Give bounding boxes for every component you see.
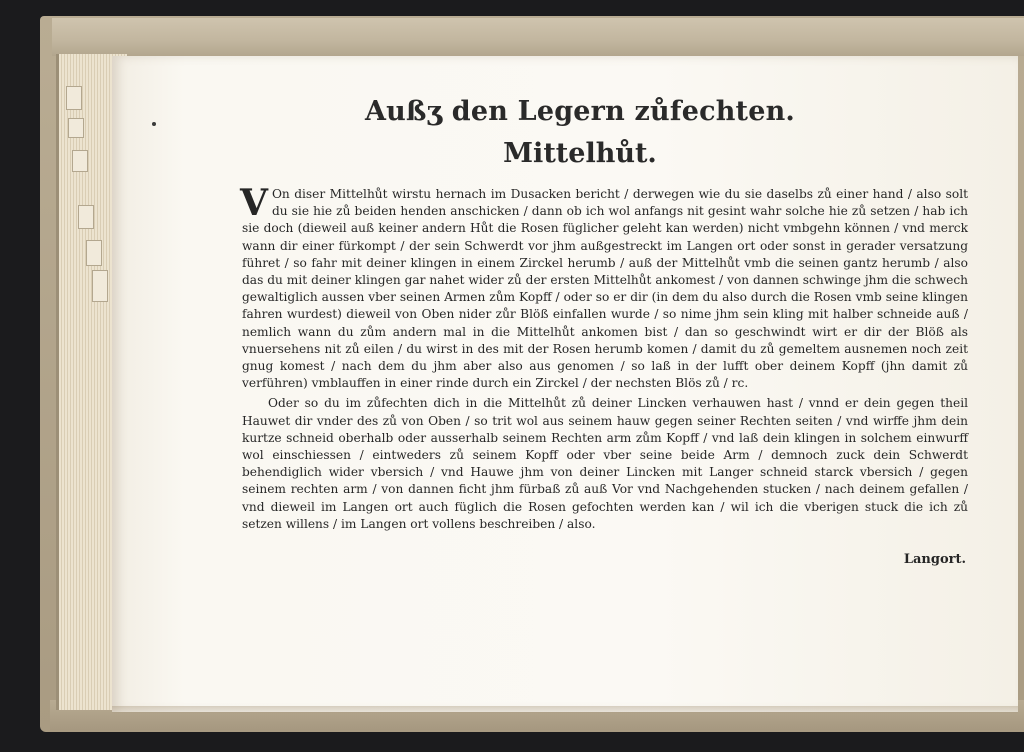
book-top-edge xyxy=(52,18,1024,56)
page-tab xyxy=(92,270,108,302)
paragraph-1 xyxy=(240,182,968,392)
page-shadow xyxy=(112,706,1018,714)
catchword: Langort. xyxy=(903,552,966,567)
page-tab xyxy=(66,86,82,110)
page-tab xyxy=(72,150,88,172)
body-text xyxy=(240,182,968,533)
paragraph-2 xyxy=(242,395,968,533)
paragraph-2-text: Oder so du im zůfechten dich in die Mittelhůt zů deiner Lincken verhauwen hast / vnnd er dein gegen theil Hauwet dir vnder des zů von Oben / so trit wol aus seinem hauw gegen seiner Rechten seiten / vnd wirffe jhm dein kurtze schneid oberhalb oder ausserhalb seinem Rechten arm zům Kopff / vnd laß dein klingen in solchem einwurff wol einschiessen / eintweders zů seinem Kopff oder vber seine beide Arm / demnoch zuck dein Schwerdt behendiglich wider vbersich / vnd Hauwe jhm von deiner Lincken mit Langer schneid starck vbersich / gegen seinem rechten arm / von dannen ficht jhm fürbaß zů auß Vor vnd Nachgehenden stucken / nach deinem gefallen / vnd dieweil im Langen ort auch füglich die Rosen gefochten werden kan / wil ich die vberigen stuck die ich zů setzen willens / im Langen ort vollens beschreiben / also. xyxy=(242,396,968,531)
page-title: Außʒ den Legern zůfechten. xyxy=(364,96,796,127)
page-tab xyxy=(78,205,94,229)
ink-dot xyxy=(152,122,156,126)
drop-cap: V xyxy=(240,182,268,224)
page-subtitle: Mittelhůt. xyxy=(503,138,657,169)
page-tab xyxy=(68,118,84,138)
page-tab xyxy=(86,240,102,266)
paragraph-1-text: On diser Mittelhůt wirstu hernach im Dusacken bericht / derwegen wie du sie daselbs zů einer hand / also solt du sie hie zů beiden henden anschicken / dann ob ich wol anfangs nit gesint wahr solche hie zů setzen / hab ich sie doch (dieweil auß keiner andern Hůt die Rosen füglicher geleht kan werden) nicht vmbgehn können / vnd merck wann dir einer fürkompt / der sein Schwerdt vor jhm außgestreckt im Langen ort oder sonst in gerader versatzung führet / so fahr mit deiner klingen in einem Zirckel herumb / auß der Mittelhůt vmb die seinen gantz herumb / also das du mit deiner klingen gar nahet wider zů der ersten Mittelhůt ankomest / von dannen schwinge jhm die schwech gewaltiglich aussen vber seinen Armen zům Kopff / oder so er dir (in dem du also durch die Rosen vmb seine klingen fahren wurdest) dieweil von Oben nider zůr Blöß einfallen wurde / so nime jhm sein kling mit halber schneide auß / nemlich wann du zům andern mal in die Mittelhůt ankomen bist / dan so geschwindt wirt er dir der Blöß als vnuersehens nit zů eilen / du wirst in des mit der Rosen herumb komen / damit du zů gemeltem ausnemen noch zeit gnug komest / nach dem du jhm aber also aus genomen / so laß in der lufft ober deinem Kopff (jhn damit zů verführen) vmblauffen in einer rinde durch ein Zirckel / der nechsten Blös zů / rc. xyxy=(242,187,968,391)
